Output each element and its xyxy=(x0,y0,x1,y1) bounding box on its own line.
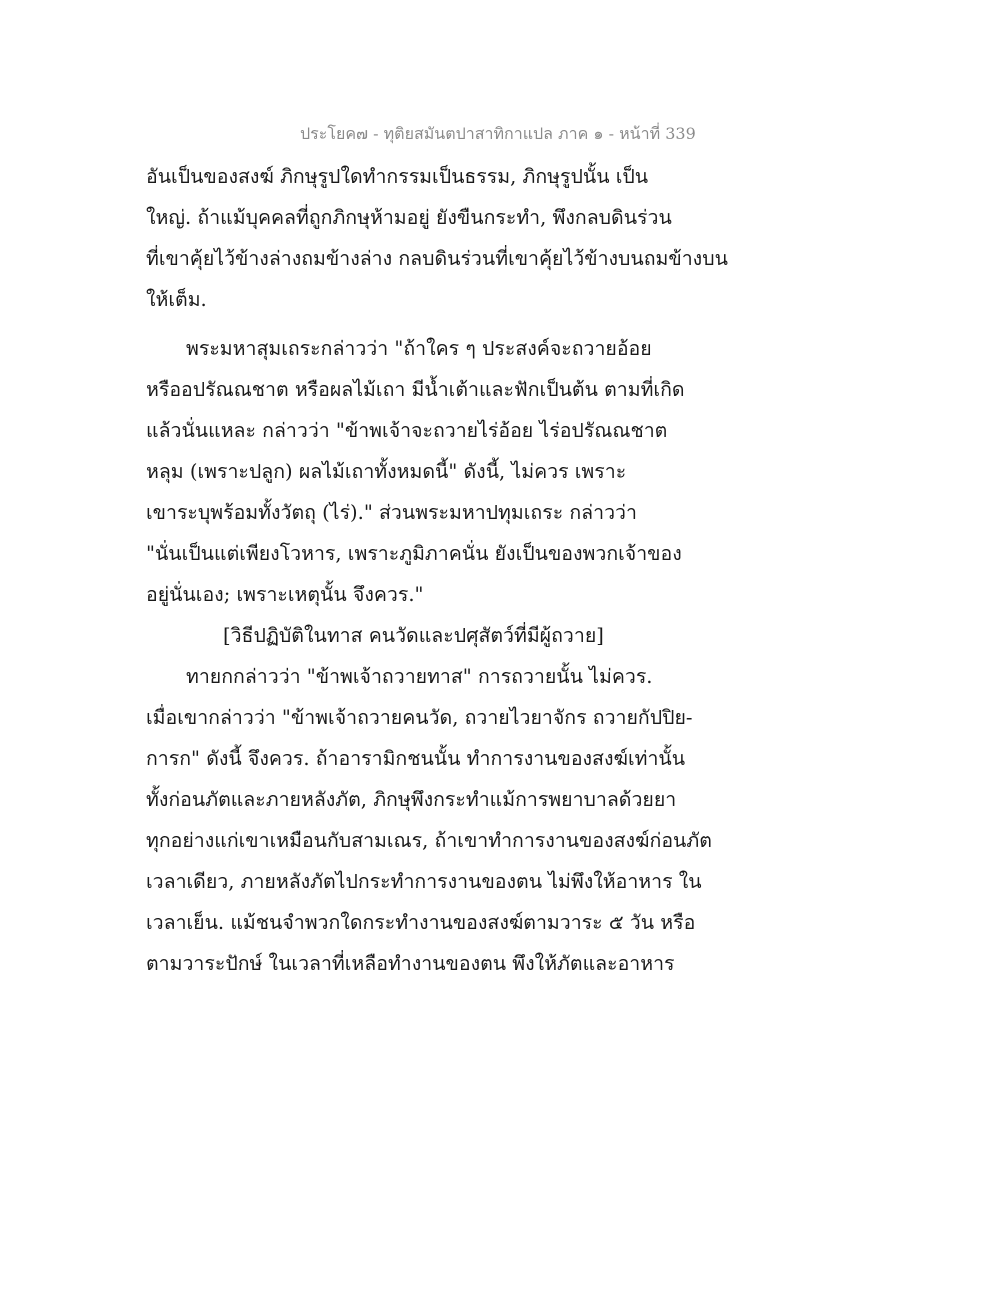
text-line: เวลาเดียว, ภายหลังภัตไปกระทำการงานของตน ไม่พึงให้อาหาร ใน xyxy=(146,870,702,893)
text-line: ทั้งก่อนภัตและภายหลังภัต, ภิกษุพึงกระทำแม้การพยาบาลด้วยยา xyxy=(146,788,677,811)
text-line: เมื่อเขากล่าวว่า "ข้าพเจ้าถวายคนวัด, ถวายไวยาจักร ถวายกัปปิย- xyxy=(146,706,693,729)
text-line: หรืออปรัณณชาต หรือผลไม้เถา มีน้ำเต้าและฟักเป็นต้น ตามที่เกิด xyxy=(146,378,685,401)
text-line: การก" ดังนี้ จึงควร. ถ้าอารามิกชนนั้น ทำการงานของสงฆ์เท่านั้น xyxy=(146,747,686,770)
text-line: ใหญ่. ถ้าแม้บุคคลที่ถูกภิกษุห้ามอยู่ ยังขืนกระทำ, พึงกลบดินร่วน xyxy=(146,206,672,229)
text-line: อันเป็นของสงฆ์ ภิกษุรูปใดทำกรรมเป็นธรรม, ภิกษุรูปนั้น เป็น xyxy=(146,165,649,188)
text-line: ทายกกล่าวว่า "ข้าพเจ้าถวายทาส" การถวายนั้น ไม่ควร. xyxy=(186,665,653,688)
text-line: ทุกอย่างแก่เขาเหมือนกับสามเณร, ถ้าเขาทำการงานของสงฆ์ก่อนภัต xyxy=(146,829,712,852)
text-line: พระมหาสุมเถระกล่าวว่า "ถ้าใคร ๆ ประสงค์จะถวายอ้อย xyxy=(186,337,652,360)
section-heading: [วิธีปฏิบัติในทาส คนวัดและปศุสัตว์ที่มีผู้ถวาย] xyxy=(223,624,604,647)
text-line: ให้เต็ม. xyxy=(146,288,207,311)
text-line: อยู่นั่นเอง; เพราะเหตุนั้น จึงควร." xyxy=(146,583,424,606)
running-head: ประโยค๗ - ทุติยสมันตปาสาทิกาแปล ภาค ๑ - หน้าที่ 339 xyxy=(300,124,696,143)
text-line: ที่เขาคุ้ยไว้ข้างล่างถมข้างล่าง กลบดินร่วนที่เขาคุ้ยไว้ข้างบนถมข้างบน xyxy=(146,247,728,270)
text-line: "นั่นเป็นแต่เพียงโวหาร, เพราะภูมิภาคนั่น ยังเป็นของพวกเจ้าของ xyxy=(146,542,682,565)
text-line: หลุม (เพราะปลูก) ผลไม้เถาทั้งหมดนี้" ดังนี้, ไม่ควร เพราะ xyxy=(146,460,627,483)
body-text xyxy=(146,156,728,984)
text-line: เขาระบุพร้อมทั้งวัตถุ (ไร่)." ส่วนพระมหาปทุมเถระ กล่าวว่า xyxy=(146,501,637,524)
text-line: เวลาเย็น. แม้ชนจำพวกใดกระทำงานของสงฆ์ตามวาระ ๕ วัน หรือ xyxy=(146,911,696,934)
text-line: ตามวาระปักษ์ ในเวลาที่เหลือทำงานของตน พึงให้ภัตและอาหาร xyxy=(146,952,675,975)
text-line: แล้วนั่นแหละ กล่าวว่า "ข้าพเจ้าจะถวายไร่อ้อย ไร่อปรัณณชาต xyxy=(146,419,668,442)
